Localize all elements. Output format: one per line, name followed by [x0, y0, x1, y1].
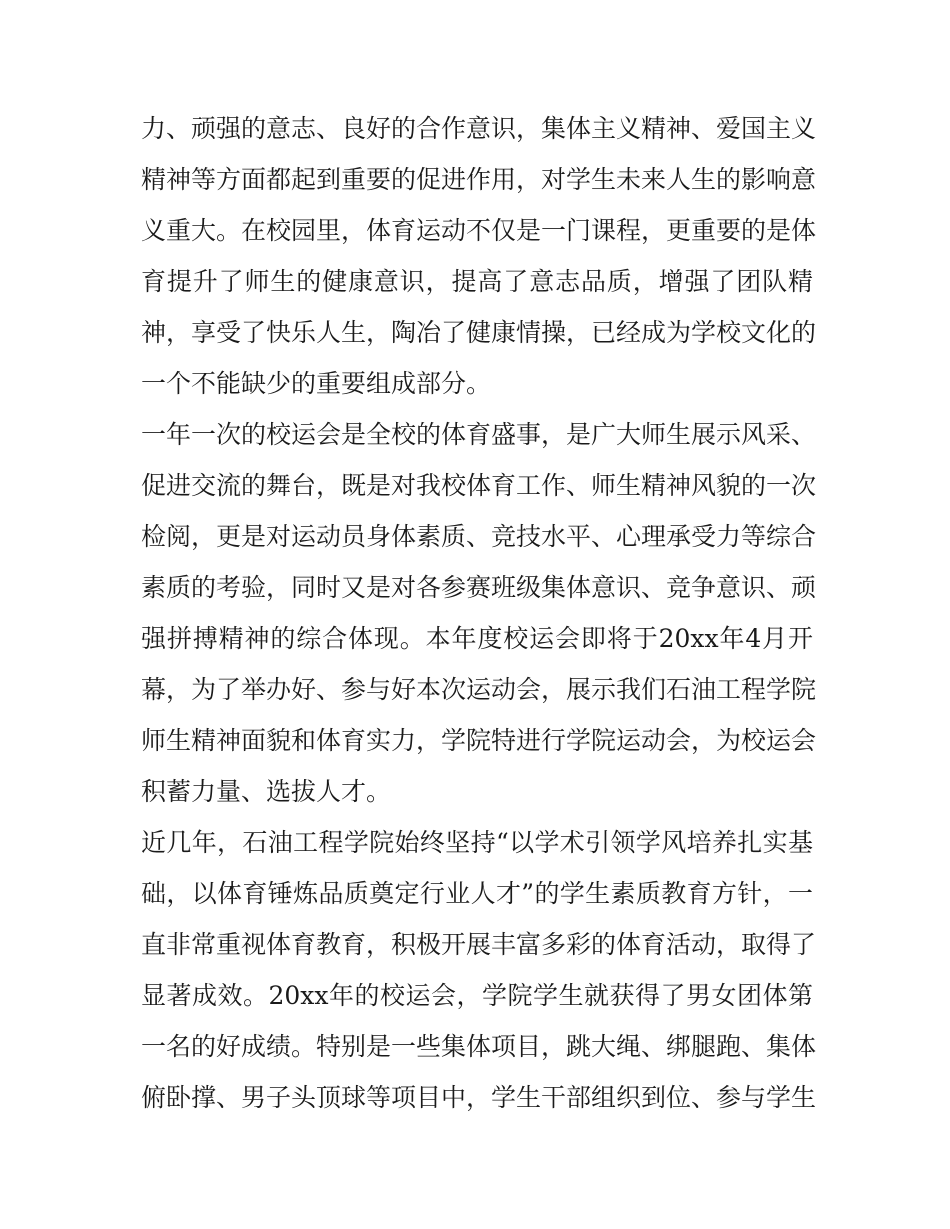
paragraph-line: 义重大。在校园里，体育运动不仅是一门课程，更重要的是体 [141, 216, 817, 245]
paragraph-line: 幕，为了举办好、参与好本次运动会，展示我们石油工程学院 [141, 675, 817, 704]
paragraph-line: 强拼搏精神的综合体现。本年度校运会即将于20xx年4月开 [141, 624, 813, 653]
document-body [141, 103, 817, 1123]
paragraph-line: 一个不能缺少的重要组成部分。 [141, 369, 492, 398]
paragraph-line: 育提升了师生的健康意识，提高了意志品质，增强了团队精 [141, 267, 813, 296]
paragraph-line: 促进交流的舞台，既是对我校体育工作、师生精神风貌的一次 [141, 471, 817, 500]
paragraph-line: 检阅，更是对运动员身体素质、竞技水平、心理承受力等综合 [141, 522, 817, 551]
paragraph-line: 显著成效。20xx年的校运会，学院学生就获得了男女团体第 [141, 981, 813, 1010]
paragraph-line: 俯卧撑、男子头顶球等项目中，学生干部组织到位、参与学生 [141, 1083, 817, 1112]
paragraph-3 [141, 817, 817, 1123]
paragraph-line: 力、顽强的意志、良好的合作意识，集体主义精神、爱国主义 [141, 114, 817, 143]
paragraph-line: 神，享受了快乐人生，陶冶了健康情操，已经成为学校文化的 [141, 318, 817, 347]
paragraph-line: 素质的考验，同时又是对各参赛班级集体意识、竞争意识、顽 [141, 573, 817, 602]
paragraph-1 [141, 103, 817, 409]
paragraph-line: 近几年，石油工程学院始终坚持“以学术引领学风培养扎实基 [141, 828, 813, 857]
paragraph-line: 积蓄力量、选拔人才。 [141, 777, 392, 806]
paragraph-line: 础，以体育锤炼品质奠定行业人才”的学生素质教育方针，一 [141, 879, 813, 908]
paragraph-line: 师生精神面貌和体育实力，学院特进行学院运动会，为校运会 [141, 726, 817, 755]
paragraph-line: 一年一次的校运会是全校的体育盛事，是广大师生展示风采、 [141, 420, 817, 449]
paragraph-line: 精神等方面都起到重要的促进作用，对学生未来人生的影响意 [141, 165, 817, 194]
paragraph-line: 直非常重视体育教育，积极开展丰富多彩的体育活动，取得了 [141, 930, 817, 959]
paragraph-2 [141, 409, 817, 817]
paragraph-line: 一名的好成绩。特别是一些集体项目，跳大绳、绑腿跑、集体 [141, 1032, 817, 1061]
